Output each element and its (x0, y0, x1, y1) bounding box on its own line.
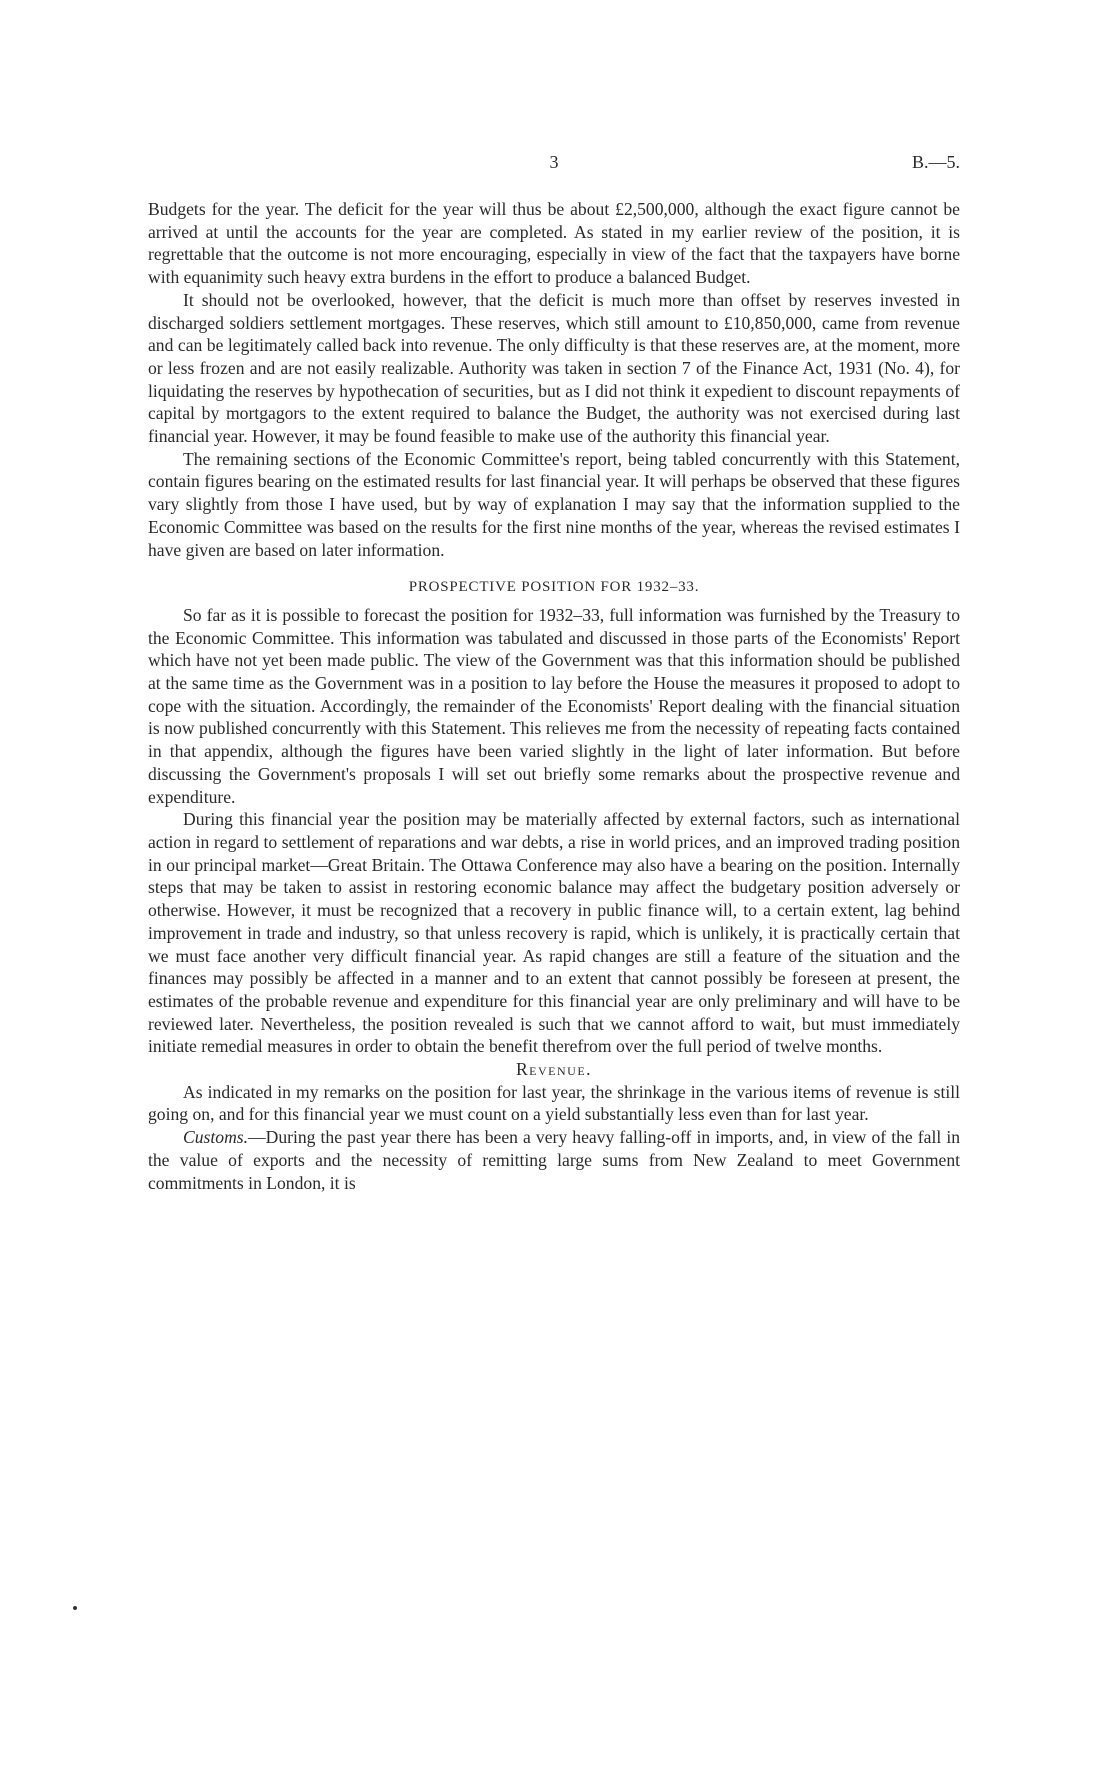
paragraph-external-factors: During this financial year the position may be materially affected by external factors, such as international action in regard to settlement of reparations and war debts, a rise in world prices, and an improved trading position in our principal market—Great Britain. The Ottawa Conference may also have a bearing on the position. Internally steps that may be taken to assist in restoring economic balance may affect the budgetary position adversely or otherwise. However, it must be recognized that a recovery in public finance will, to a certain extent, lag behind improvement in trade and industry, so that unless recovery is rapid, which is unlikely, it is practically certain that we must face another very difficult financial year. As rapid changes are still a feature of the situation and the finances may possibly be affected in a manner and to an extent that cannot possibly be foreseen at present, the estimates of the probable revenue and expenditure for this financial year are only preliminary and will have to be reviewed later. Nevertheless, the position revealed is such that we cannot afford to wait, but must immediately initiate remedial measures in order to obtain the benefit therefrom over the full period of twelve months. (148, 809, 960, 1057)
margin-mark (73, 1606, 77, 1610)
page-header (148, 152, 960, 178)
document-reference: B.—5. (911, 152, 960, 172)
paragraph-forecast: So far as it is possible to forecast the position for 1932–33, full information was furnished by the Treasury to the Economic Committee. This information was tabulated and discussed in those parts of the Economists' Report which have not yet been made public. The view of the Government was that this information should be published at the same time as the Government was in a position to lay before the House the measures it proposed to adopt to cope with the situation. Accordingly, the remainder of the Economists' Report dealing with the financial situation is now published concurrently with this Statement. This relieves me from the necessity of repeating facts contained in that appendix, although the figures have been varied slightly in the light of later information. But before discussing the Government's proposals I will set out briefly some remarks about the prospective revenue and expenditure. (148, 604, 960, 807)
paragraph-reserves: It should not be overlooked, however, that the deficit is much more than offset by reserves invested in discharged soldiers settlement mortgages. These reserves, which still amount to £10,850,000, came from revenue and can be legitimately called back into revenue. The only difficulty is that these reserves are, at the moment, more or less frozen and are not easily realizable. Authority was taken in section 7 of the Finance Act, 1931 (No. 4), for liquidating the reserves by hypothecation of securities, but as I did not think it expedient to discount repayments of capital by mortgagors to the extent required to balance the Budget, the authority was not exercised during last financial year. However, it may be found feasible to make use of the authority this financial year. (148, 289, 960, 447)
customs-text: —During the past year there has been a very heavy falling-off in imports, and, in view of the fall in the value of exports and the necessity of remitting large sums from New Zealand to meet Government commitments in London, it is (148, 1127, 960, 1193)
paragraph-deficit: Budgets for the year. The deficit for the year will thus be about £2,500,000, although the exact figure cannot be arrived at until the accounts for the year are completed. As stated in my earlier review of the position, it is regrettable that the outcome is not more encouraging, especially in view of the fact that the taxpayers have borne with equanimity such heavy extra burdens in the effort to produce a balanced Budget. (148, 199, 960, 288)
paragraph-revenue-shrinkage: As indicated in my remarks on the position for last year, the shrinkage in the various items of revenue is still going on, and for this financial year we must count on a yield substantially less even than for last year. (148, 1081, 960, 1125)
heading-prospective-position: PROSPECTIVE POSITION FOR 1932–33. (408, 579, 700, 596)
paragraph-economic-committee: The remaining sections of the Economic Committee's report, being tabled concurrently with this Statement, contain figures bearing on the estimated results for last financial year. It will perhaps be observed that these figures vary slightly from those I have used, but by way of explanation I may say that the information supplied to the Economic Committee was based on the results for the first nine months of the year, whereas the revised estimates I have given are based on later information. (148, 448, 960, 560)
body-text (148, 198, 960, 1194)
paragraph-customs (148, 1126, 960, 1194)
customs-run-in-heading: Customs. (183, 1127, 249, 1148)
page-number: 3 (549, 152, 559, 172)
heading-revenue: Revenue. (515, 1059, 593, 1080)
